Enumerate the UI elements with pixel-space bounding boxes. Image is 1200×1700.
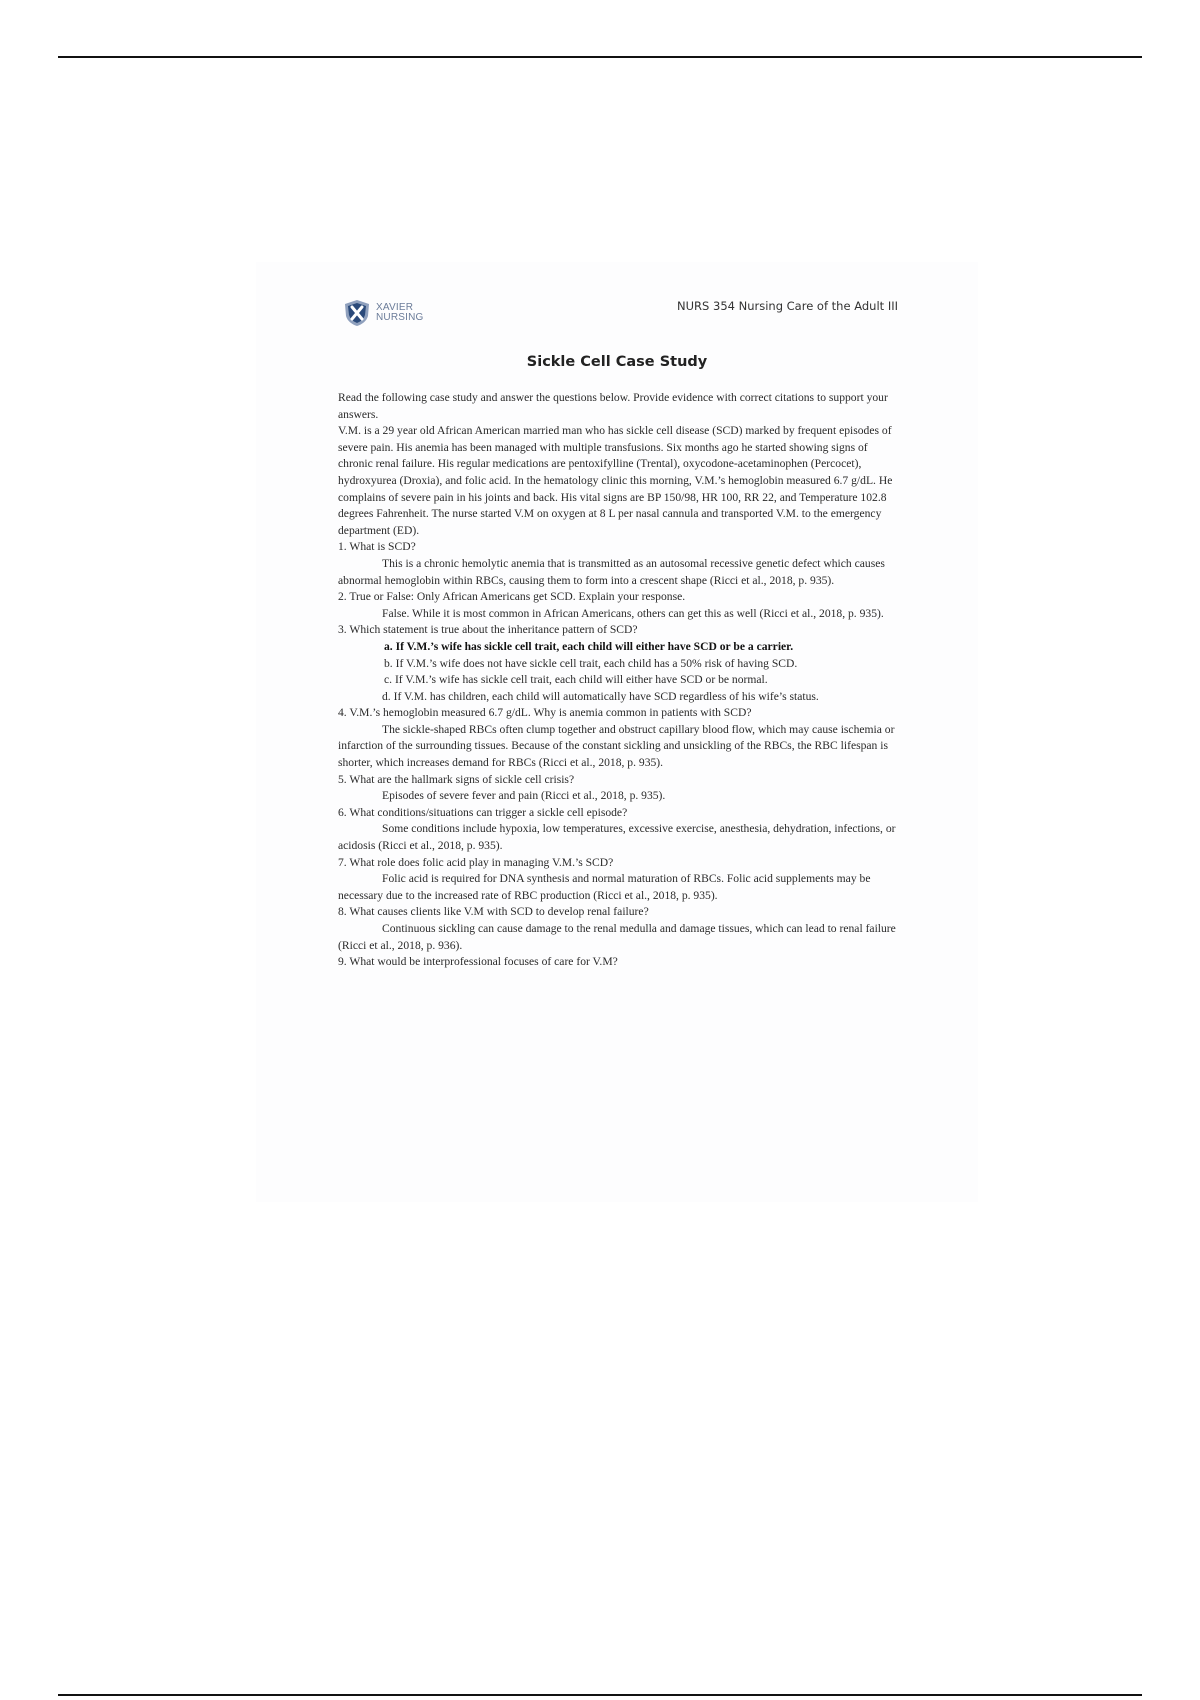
question-4: 4. V.M.’s hemoglobin measured 6.7 g/dL. Why is anemia common in patients with SCD? [338,706,752,720]
answer-5: Episodes of severe fever and pain (Ricci et al., 2018, p. 935). [382,789,666,803]
option-a: a. If V.M.’s wife has sickle cell trait, each child will either have SCD or be a carrier. [384,639,794,653]
document-page [256,262,978,1202]
logo-line-1: XAVIER [376,302,414,313]
course-header: NURS 354 Nursing Care of the Adult III [677,299,898,313]
instructions: Read the following case study and answer the questions below. Provide evidence with correct citations to support your answers. [338,391,888,421]
answer-8: Continuous sickling can cause damage to the renal medulla and damage tissues, which can lead to renal failure (Ricci et al., 2018, p. 936). [338,922,896,952]
option-b: b. If V.M.’s wife does not have sickle cell trait, each child has a 50% risk of having SCD. [384,656,798,670]
option-d: d. If V.M. has children, each child will automatically have SCD regardless of his wife’s status. [382,689,819,703]
option-c: c. If V.M.’s wife has sickle cell trait, each child will either have SCD or be normal. [384,673,768,687]
question-3: 3. Which statement is true about the inheritance pattern of SCD? [338,623,638,637]
bottom-rule [58,1694,1142,1696]
page-title: Sickle Cell Case Study [526,354,708,370]
question-5: 5. What are the hallmark signs of sickle cell crisis? [338,772,575,786]
question-6: 6. What conditions/situations can trigger a sickle cell episode? [338,805,628,819]
shield-x-icon [342,298,372,328]
top-rule [58,56,1142,58]
scenario: V.M. is a 29 year old African American married man who has sickle cell disease (SCD) marked by frequent episodes of severe pain. His anemia has been managed with multiple transfusions. Six months ago he started showing signs of chronic renal failure. His regular medications are pentoxifylline (Trental), oxycodone-acetaminophen (Percocet), hydroxyurea (Droxia), and folic acid. In the hematology clinic this morning, V.M.’s hemoglobin measured 6.7 g/dL. He complains of severe pain in his joints and back. His vital signs are BP 150/98, HR 100, RR 22, and Temperature 102.8 degrees Fahrenheit. The nurse started V.M on oxygen at 8 L per nasal cannula and transported V.M. to the emergency department (ED). [338,424,893,537]
question-8: 8. What causes clients like V.M with SCD to develop renal failure? [338,905,649,919]
logo-line-2: NURSING [376,312,424,323]
answer-7: Folic acid is required for DNA synthesis and normal maturation of RBCs. Folic acid supplements may be necessary due to the increased rate of RBC production (Ricci et al., 2018, p. 935). [338,872,871,902]
question-2: 2. True or False: Only African Americans get SCD. Explain your response. [338,590,686,604]
answer-4: The sickle-shaped RBCs often clump together and obstruct capillary blood flow, which may cause ischemia or infarction of the surrounding tissues. Because of the constant sickling and unsickling of the RBCs, the RBC lifespan is shorter, which increases demand for RBCs (Ricci et al., 2018, p. 935). [338,722,895,770]
question-7: 7. What role does folic acid play in managing V.M.’s SCD? [338,855,614,869]
case-study-body [338,390,904,971]
question-1: 1. What is SCD? [338,540,416,554]
answer-2: False. While it is most common in African Americans, others can get this as well (Ricci et al., 2018, p. 935). [382,606,884,620]
question-9: 9. What would be interprofessional focuses of care for V.M? [338,955,618,969]
xavier-nursing-logo [342,298,424,328]
answer-6: Some conditions include hypoxia, low temperatures, excessive exercise, anesthesia, dehydration, infections, or acidosis (Ricci et al., 2018, p. 935). [338,822,896,853]
answer-1: This is a chronic hemolytic anemia that is transmitted as an autosomal recessive genetic defect which causes abnormal hemoglobin within RBCs, causing them to form into a crescent shape (Ricci et al., 2018, p. 935). [338,556,885,587]
